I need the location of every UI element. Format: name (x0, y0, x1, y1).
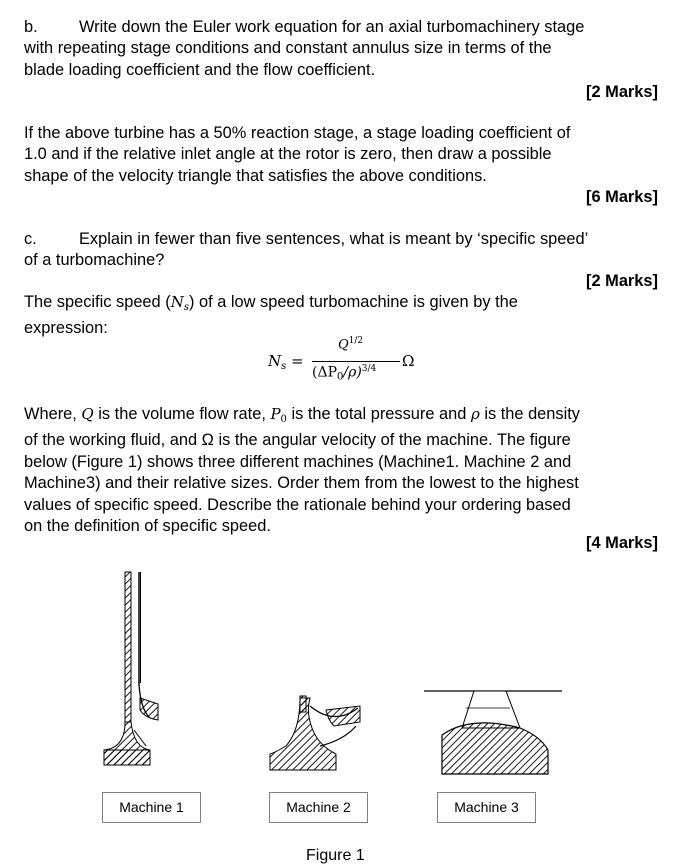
machine-1-drawing (104, 572, 158, 765)
formula-denominator: $(\Delta P_0/\rho)^{3/4}$ (312, 364, 377, 383)
part-b-marks: [2 Marks] (586, 83, 658, 101)
specific-speed-formula (268, 334, 438, 390)
figure-caption: Figure 1 (306, 847, 365, 864)
formula-numerator: $Q^{1/2}$ (338, 336, 364, 353)
machine-3-drawing (424, 691, 562, 774)
part-c2-marks: [4 Marks] (586, 534, 658, 552)
part-b2-question: If the above turbine has a 50% reaction stage, a stage loading coefficient of 1.0 and if the relative inlet angle at the rotor is zero, then draw a possible shape of the velocity triangle that satisfies the above conditions. (24, 124, 571, 185)
part-b2-marks: [6 Marks] (586, 188, 658, 206)
part-c-marks: [2 Marks] (586, 272, 658, 290)
part-b-label: b. (24, 18, 38, 36)
ns-symbol: $N_s$ (170, 293, 189, 313)
figure-1-machines (0, 560, 688, 800)
part-c-question: c. Explain in fewer than five sentences, what is meant by ‘specific speed’ of a turbomachine? (24, 230, 589, 270)
machine-1-label: Machine 1 (102, 792, 201, 823)
part-c-label: c. (24, 230, 37, 248)
fraction-bar (312, 361, 400, 362)
where-paragraph: Where, Q is the volume flow rate, $P_0$ is the total pressure and ρ is the density of the working fluid, and Ω is the angular velocity of the machine. The figure below (Figure 1) shows three different machines (Machine1. Machine 2 and Machine3) and their relative sizes. Order them from the lowest to the highest values of specific speed. Describe the rationale behind your ordering based on the definition of specific speed. (24, 405, 580, 536)
formula-omega: Ω (402, 352, 415, 370)
part-b-question: b. Write down the Euler work equation for an axial turbomachinery stage with repeating stage conditions and constant annulus size in terms of the blade loading coefficient and the flow coefficient. (24, 18, 585, 79)
formula-lhs: $N_s$ = (268, 352, 304, 372)
machine-3-label: Machine 3 (437, 792, 536, 823)
machine-2-label: Machine 2 (269, 792, 368, 823)
specific-speed-intro: The specific speed $(N_s)$ of a low speed turbomachine is given by the expression: (24, 293, 518, 338)
machine-2-drawing (270, 696, 360, 770)
